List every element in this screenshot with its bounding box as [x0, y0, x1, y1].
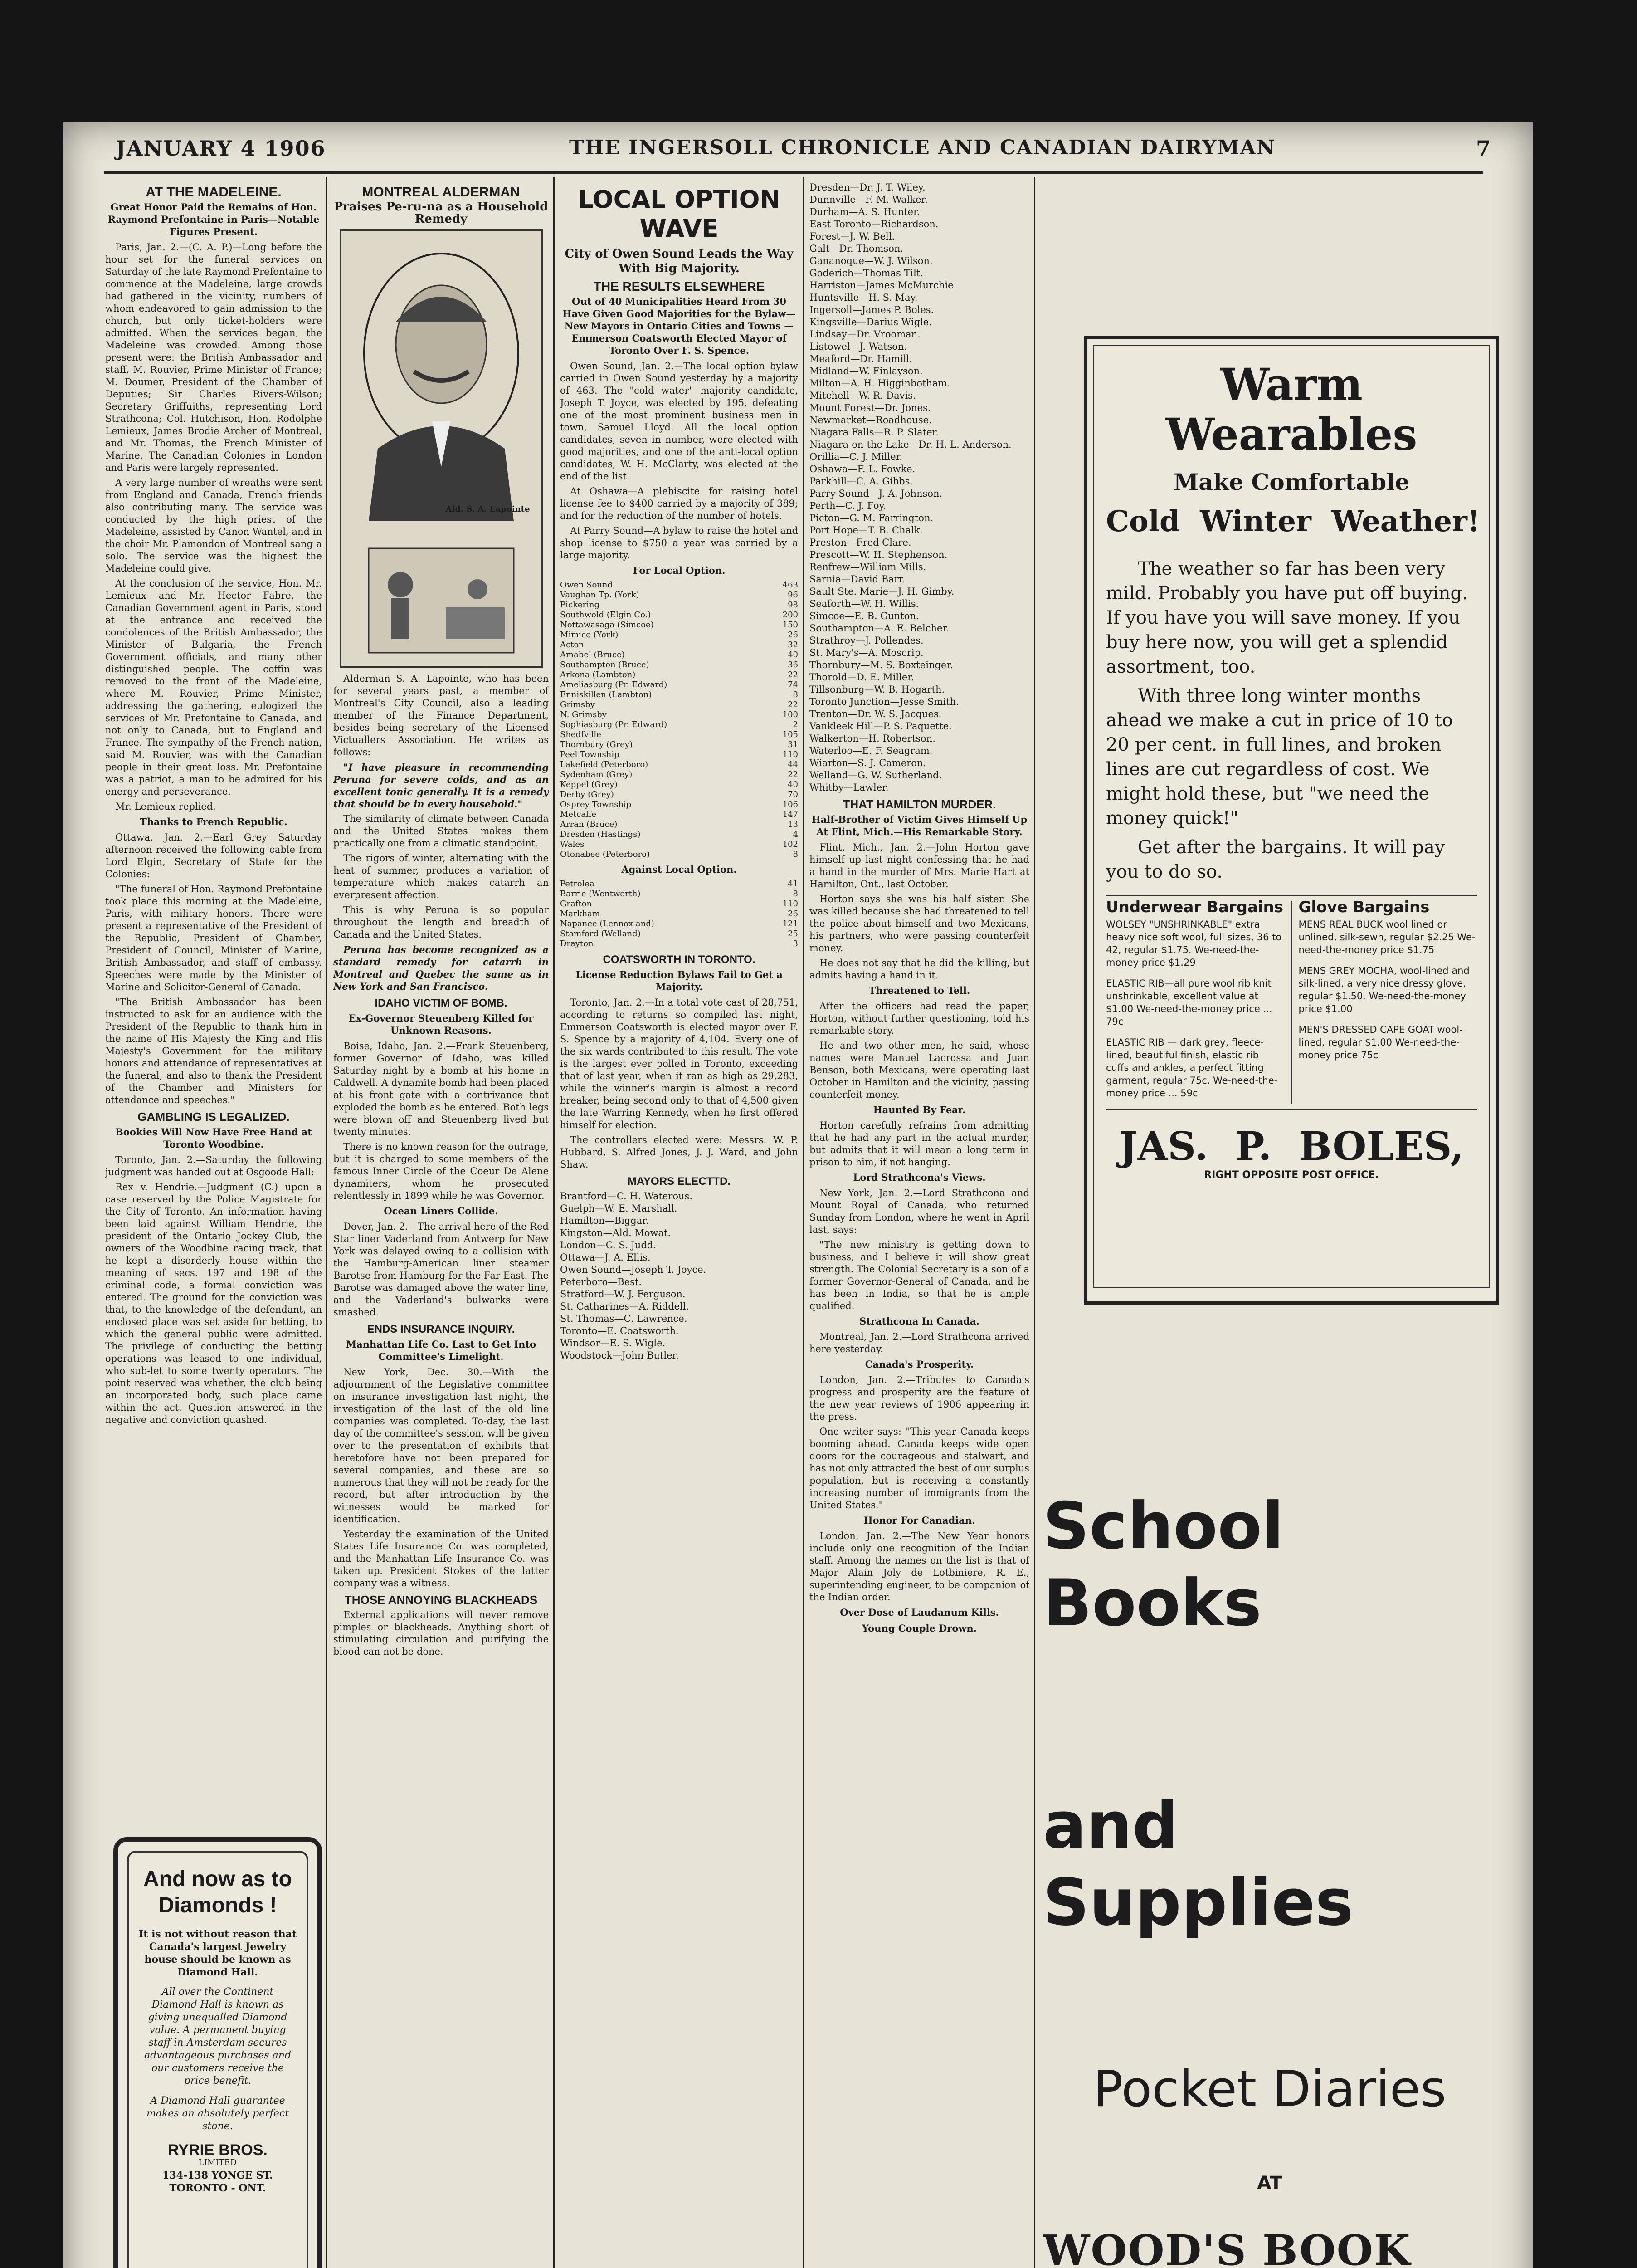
article-paragraph: Rex v. Hendrie.—Judgment (C.) upon a case reserved by the Police Magistrate for the City of Toronto. An information having been laid against William Hendrie, the president of the Ontario Jockey Club, the owners of the Woodbine racing track, that he kept a disorderly house within the meaning of secs. 197 and 198 of the criminal code, a formal conviction was entered. The ground for the conviction was that, to the knowledge of the defendant, an enclosed place was set aside for betting, to which the general public were admitted. The privilege of conducting the betting operations was leased to one individual, who sub-let to some twenty operators. The point reserved was whether, the club being an incorporated body, such place came within the act. Question answered in the negative and conviction quashed. — [105, 1182, 322, 1425]
article-subhead: Great Honor Paid the Remains of Hon. Raymond Prefontaine in Paris—Notable Figures Present. — [107, 201, 320, 237]
article-paragraph: Horton carefully refrains from admitting that he had any part in the actual murder, but admits that it will mean a long term in prison to him, if not hanging. — [809, 1120, 1029, 1168]
list-item: Midland—W. Finlayson. — [809, 366, 923, 376]
article-paragraph: At Oshawa—A plebiscite for raising hotel license fee to $400 carried by a majority of 389; and for the reduction of the number of hotels. — [560, 486, 798, 521]
majority-cell: 25 — [788, 929, 798, 938]
municipality-cell: Lakefield (Peterboro) — [560, 760, 648, 769]
article-paragraph: The similarity of climate between Canada and the United States makes them practically one from a climatic standpoint. — [333, 813, 549, 849]
section-subhead: Young Couple Drown. — [862, 1623, 977, 1634]
table-row — [560, 840, 798, 850]
list-item: Woodstock—John Butler. — [560, 1350, 679, 1361]
list-item: Harriston—James McMurchie. — [809, 280, 957, 291]
store-address: RIGHT OPPOSITE POST OFFICE. — [1204, 1169, 1379, 1181]
page-number: 7 — [1476, 136, 1492, 161]
table-row — [560, 800, 798, 810]
diamonds-text: It is not without reason that Canada's largest Jewelry house should be known as Diamond Hall. — [138, 1928, 297, 1978]
results-table — [560, 879, 798, 949]
majority-cell: 31 — [788, 740, 798, 749]
list-item: Windsor—E. S. Wigle. — [560, 1338, 666, 1349]
article-paragraph: The controllers elected were: Messrs. W. P. Hubbard, S. Alfred Jones, J. J. Ward, and John Shaw. — [560, 1134, 798, 1170]
section-subhead: Strathcona In Canada. — [859, 1315, 979, 1327]
municipality-cell: Grafton — [560, 899, 592, 909]
article-headline: THAT HAMILTON MURDER. — [843, 797, 996, 811]
article-headline: MAYORS ELECTTD. — [627, 1175, 731, 1188]
bargain-item: ELASTIC RIB — dark grey, fleece-lined, beautiful finish, elastic rib cuffs and ankles, a perfect fitting garment, regular 75c. We-need-the-money price ... 59c — [1106, 1037, 1278, 1099]
table-row — [560, 640, 798, 650]
municipality-cell: Ameliasburg (Pr. Edward) — [560, 680, 667, 689]
diamonds-text: A Diamond Hall guarantee makes an absolutely perfect stone. — [146, 2095, 289, 2132]
table-row — [560, 909, 798, 919]
list-item: Picton—G. M. Farrington. — [809, 513, 934, 523]
list-item: Tillsonburg—W. B. Hogarth. — [809, 684, 945, 695]
municipality-cell: Thornbury (Grey) — [560, 740, 633, 749]
municipality-cell: Arkona (Lambton) — [560, 670, 636, 679]
article-headline: AT THE MADELEINE. — [146, 185, 282, 200]
majority-cell: 100 — [782, 710, 798, 719]
list-item: Owen Sound—Joseph T. Joyce. — [560, 1264, 706, 1275]
majority-cell: 110 — [782, 899, 798, 909]
list-item: Welland—G. W. Sutherland. — [809, 770, 942, 781]
column-3 — [560, 181, 798, 2268]
article-paragraph: Alderman S. A. Lapointe, who has been for several years past, a member of Montreal's City Council, also a leading member of the Finance Department, besides being secretary of the Licensed Victuallers Association. He writes as follows: — [333, 673, 549, 758]
section-subhead: Canada's Prosperity. — [865, 1359, 974, 1370]
municipality-cell: Mimico (York) — [560, 630, 619, 640]
diamonds-text: All over the Continent Diamond Hall is known as giving unequalled Diamond value. A permanent buying staff in Amsterdam secures advantageous purchases and our customers receive the price benefit. — [144, 1986, 291, 2087]
list-item: Kingston—Ald. Mowat. — [560, 1227, 671, 1238]
article-subhead: Bookies Will Now Have Free Hand at Toronto Woodbine. — [115, 1126, 312, 1150]
majority-cell: 8 — [793, 690, 798, 699]
table-row — [560, 929, 798, 939]
column-rule — [326, 177, 327, 2268]
list-item: Niagara-on-the-Lake—Dr. H. L. Anderson. — [809, 439, 1012, 450]
list-item: Thorold—D. E. Miller. — [809, 672, 914, 683]
section-subhead: Threatened to Tell. — [868, 985, 970, 996]
article-headline: THOSE ANNOYING BLACKHEADS — [344, 1593, 538, 1607]
majority-cell: 150 — [782, 620, 798, 630]
list-item: Dunnville—F. M. Walker. — [809, 194, 928, 205]
municipality-cell: Otonabee (Peterboro) — [560, 850, 650, 859]
municipality-cell: Osprey Township — [560, 800, 632, 809]
list-item: Lindsay—Dr. Vrooman. — [809, 329, 921, 340]
diamonds-title: And now as to Diamonds ! — [143, 1867, 292, 1917]
table-row — [560, 590, 798, 600]
table-row — [560, 820, 798, 830]
diamonds-city: TORONTO - ONT. — [169, 2182, 266, 2194]
section-subhead: Haunted By Fear. — [873, 1104, 966, 1115]
table-row — [560, 780, 798, 790]
list-item: Milton—A. H. Higginbotham. — [809, 378, 950, 389]
table-row — [560, 580, 798, 590]
list-item: Port Hope—T. B. Chalk. — [809, 525, 923, 536]
table-row — [560, 730, 798, 740]
table-row — [560, 750, 798, 760]
mayors-list — [809, 181, 1029, 794]
article-paragraph: Boise, Idaho, Jan. 2.—Frank Steuenberg, former Governor of Idaho, was killed Saturday night by a bomb at his home in Caldwell. A dynamite bomb had been placed at his front gate with a contrivance that exploded the bomb as he entered. Both legs were blown off and Steuenberg lived but twenty minutes. — [333, 1041, 549, 1137]
article-paragraph: New York, Dec. 30.—With the adjournment of the Legislative committee on insurance investigation last night, the investigation of the last of the old line companies was completed. To-day, the last day of the committee's session, will be given over to the presentation of exhibits that heretofore have not been prepared for several companies, and these are so numerous that they will not be ready for the record, but after introduction by the witnesses would be marked for identification. — [333, 1367, 549, 1525]
bargain-item: MENS GREY MOCHA, wool-lined and silk-lined, a very nice dressy glove, regular $1.50. We-need-the-money price $1.00 — [1298, 965, 1470, 1014]
majority-cell: 98 — [788, 600, 798, 610]
article-paragraph: Flint, Mich., Jan. 2.—John Horton gave himself up last night confessing that he had a hand in the murder of Mrs. Marie Hart at Hamilton, Ont., last October. — [809, 842, 1029, 890]
article-paragraph: One writer says: "This year Canada keeps booming ahead. Canada keeps wide open doors for the courageous and stalwart, and has not only attracted the best of our surplus population, but is receiving a constantly increasing number of immigrants from the United States." — [809, 1426, 1029, 1510]
municipality-cell: Petrolea — [560, 879, 594, 889]
list-item: Walkerton—H. Robertson. — [809, 733, 935, 744]
list-item: Sault Ste. Marie—J. H. Gimby. — [809, 586, 955, 597]
column-1 — [105, 181, 322, 1819]
majority-cell: 110 — [782, 750, 798, 759]
table-row — [560, 899, 798, 909]
table-row — [560, 680, 798, 690]
majority-cell: 2 — [793, 720, 798, 729]
list-item: Niagara Falls—R. P. Slater. — [809, 427, 939, 438]
municipality-cell: Amabel (Bruce) — [560, 650, 625, 660]
municipality-cell: Derby (Grey) — [560, 790, 614, 799]
column-rule — [553, 177, 555, 2268]
municipality-cell: Nottawasaga (Simcoe) — [560, 620, 654, 630]
article-subhead: Half-Brother of Victim Gives Himself Up At Flint, Mich.—His Remarkable Story. — [811, 814, 1028, 837]
table-heading: Against Local Option. — [621, 864, 737, 875]
list-item: Trenton—Dr. W. S. Jacques. — [809, 709, 942, 719]
list-item: St. Catharines—A. Riddell. — [560, 1301, 689, 1312]
article-headline: IDAHO VICTIM OF BOMB. — [375, 997, 507, 1009]
table-heading: For Local Option. — [633, 565, 726, 576]
section-subhead: Lord Strathcona's Views. — [853, 1172, 986, 1183]
majority-cell: 147 — [782, 810, 798, 819]
municipality-cell: Barrie (Wentworth) — [560, 889, 641, 899]
article-subhead: License Reduction Bylaws Fail to Get a Majority. — [575, 969, 783, 992]
portrait-engraving — [341, 231, 541, 666]
article-paragraph: "The British Ambassador has been instructed to ask for an audience with the President of the Republic to thank him in the name of His Majesty the King and His Majesty's Government for the military honors and attendance of representatives at the funeral, and also to thank the President of the Chamber and Ministers for attendance and speeches." — [105, 997, 322, 1105]
issue-date: JANUARY 4 1906 — [116, 136, 326, 161]
article-paragraph: Paris, Jan. 2.—(C. A. P.)—Long before the hour set for the funeral services on Saturday of the late Raymond Prefontaine to commence at the Madeleine, large crowds had gathered in the vicinity, numbers of whom endeavored to gain admission to the church, but only ticket-holders were admitted. When the services began, the Madeleine was crowded. Among those present were: the British Ambassador and staff, M. Rouvier, Prime Minister of France; M. Doumer, President of the Chamber of Deputies; Sir Charles Rivers-Wilson; Secretary Griffuiths, representing Lord Strathcona; Col. Hutchison, Hon. Rodolphe Lemieux, James Brodie Archer of Montreal, and Mr. Thomas, the French Minister of Marine. The Canadian Colonies in London and Paris were largely represented. — [105, 242, 322, 473]
list-item: Goderich—Thomas Tilt. — [809, 268, 923, 279]
boles-advertisement — [1084, 336, 1499, 1305]
majority-cell: 26 — [788, 909, 798, 919]
article-paragraph: Toronto, Jan. 2.—In a total vote cast of 28,751, according to returns so compiled last night, Emmerson Coatsworth is elected mayor over F. S. Spence by a majority of 4,104. Every one of the six wards contributed to this result. The vote is the largest ever polled in Toronto, exceeding that of last year, when it ran as high as 29,283, while the winner's margin is almost a record breaker, being second only to that of 4,500 given the late Warring Kennedy, when he first offered himself for election. — [560, 997, 798, 1130]
municipality-cell: Vaughan Tp. (York) — [560, 590, 639, 600]
diamonds-firm: RYRIE BROS. — [168, 2141, 268, 2159]
list-item: Preston—Fred Clare. — [809, 537, 911, 548]
list-item: Listowel—J. Watson. — [809, 341, 907, 352]
article-paragraph: London, Jan. 2.—Tributes to Canada's progress and prosperity are the feature of the new year reviews of 1906 appearing in the press. — [809, 1374, 1029, 1422]
diamonds-address: 134-138 YONGE ST. — [162, 2170, 273, 2181]
ad-paragraph: Get after the bargains. It will pay you to do so. — [1106, 837, 1445, 882]
table-row — [560, 670, 798, 680]
table-row — [560, 939, 798, 949]
list-item: Whitby—Lawler. — [809, 782, 889, 793]
list-item: Prescott—W. H. Stephenson. — [809, 549, 948, 560]
article-paragraph: New York, Jan. 2.—Lord Strathcona and Mount Royal of Canada, who returned Sunday from London, where he went in April last, says: — [809, 1188, 1029, 1235]
municipality-cell: Metcalfe — [560, 810, 597, 819]
majority-cell: 44 — [788, 760, 798, 769]
majority-cell: 200 — [782, 610, 798, 620]
municipality-cell: Grimsby — [560, 700, 595, 709]
list-item: Orillia—C. J. Miller. — [809, 451, 902, 462]
running-head — [43, 136, 1494, 168]
ad-line-2: Cold Winter Weather! — [1106, 504, 1480, 538]
list-item: Thornbury—M. S. Boxteinger. — [809, 660, 953, 670]
article-paragraph: External applications will never remove pimples or blackheads. Anything short of stimulating circulation and purifying the blood can not be done. — [333, 1609, 549, 1657]
list-item: Meaford—Dr. Hamill. — [809, 353, 912, 364]
article-paragraph: At the conclusion of the service, Hon. Mr. Lemieux and Mr. Hector Fabre, the Canadian Government agent in Paris, stood at the entrance and received the condolences of the British Ambassador, the Minister of Bulgaria, the French Government officials, and many other distinguished people. The coffin was removed to the front of the Madeleine, where M. Rouvier, Prime Minister, addressing the gathering, eulogized the services of Mr. Prefontaine to Canada, and not only to Canada, but to England and France. The sympathy of the French nation, said M. Rouvier, was with the Canadian people in their great loss. Mr. Prefontaine was a patriot, a man to be admired for his energy and perseverance. — [105, 578, 322, 797]
article-paragraph: "The new ministry is getting down to business, and I believe it will show great strength. The Colonial Secretary is a son of a former Governor-General of Canada, and he has been in India, so that he is ample qualified. — [809, 1239, 1029, 1311]
article-headline: ENDS INSURANCE INQUIRY. — [367, 1323, 515, 1335]
ad-line: Make Comfortable — [1173, 469, 1410, 495]
bargain-item: ELASTIC RIB—all pure wool rib knit unshrinkable, excellent value at $1.00 We-need-the-money price ... 79c — [1106, 978, 1272, 1027]
table-row — [560, 879, 798, 889]
article-paragraph: Horton says she was his half sister. She was killed because she had threatened to tell the police about himself and two Mexicans, his partners, who were passing counterfeit money. — [809, 894, 1029, 953]
article-paragraph: There is no known reason for the outrage, but it is charged to some members of the famous Inner Circle of the Coeur De Alene dynamiters, whom he prosecuted relentlessly in 1899 while he was Governor. — [333, 1141, 549, 1201]
list-item: Peterboro—Best. — [560, 1276, 642, 1287]
column-rule — [803, 177, 804, 2268]
majority-cell: 22 — [788, 770, 798, 779]
majority-cell: 3 — [793, 939, 798, 948]
municipality-cell: Southampton (Bruce) — [560, 660, 649, 670]
ad-title-warm: Warm — [1220, 359, 1363, 410]
article-subhead: Ex-Governor Steuenberg Killed for Unknown Reasons. — [348, 1012, 534, 1036]
table-row — [560, 620, 798, 630]
head-rule — [104, 171, 1483, 174]
section-subhead: Thanks to French Republic. — [140, 816, 287, 827]
list-item: East Toronto—Richardson. — [809, 219, 939, 230]
list-item: Parkhill—C. A. Gibbs. — [809, 476, 913, 487]
majority-cell: 40 — [788, 650, 798, 660]
list-item: Waterloo—E. F. Seagram. — [809, 745, 933, 756]
list-item: Newmarket—Roadhouse. — [809, 415, 932, 425]
table-row — [560, 610, 798, 620]
table-row — [560, 710, 798, 720]
municipality-cell: Stamford (Welland) — [560, 929, 641, 938]
list-item: Guelph—W. E. Marshall. — [560, 1203, 677, 1214]
list-item: St. Mary's—A. Moscrip. — [809, 647, 924, 658]
table-row — [560, 740, 798, 750]
majority-cell: 102 — [782, 840, 798, 849]
table-row — [560, 690, 798, 700]
municipality-cell: Owen Sound — [560, 580, 613, 590]
results-table — [560, 580, 798, 860]
article-subhead: Praises Pe-ru-na as a Household Remedy — [334, 200, 548, 226]
ad-supplies: and Supplies — [1043, 1788, 1354, 1940]
list-item: Ottawa—J. A. Ellis. — [560, 1252, 651, 1263]
table-row — [560, 790, 798, 800]
bargain-item: MENS REAL BUCK wool lined or unlined, silk-sewn, regular $2.25 We-need-the-money price $1.75 — [1298, 919, 1476, 955]
portrait-caption: Ald. S. A. Lapointe — [445, 504, 530, 514]
majority-cell: 121 — [782, 919, 798, 929]
article-paragraph: London, Jan. 2.—The New Year honors include only one recognition of the Indian staff. Among the names on the list is that of Major Alain Joly de Lotbiniere, R. E., superintending engineer, to be companion of the Indian order. — [809, 1530, 1029, 1603]
municipality-cell: Peel Township — [560, 750, 619, 759]
majority-cell: 32 — [788, 640, 798, 650]
list-item: Toronto Junction—Jesse Smith. — [809, 696, 959, 707]
column-4 — [809, 181, 1029, 2268]
section-subhead: Over Dose of Laudanum Kills. — [840, 1607, 999, 1618]
majority-cell: 70 — [788, 790, 798, 799]
article-subhead: Manhattan Life Co. Last to Get Into Committee's Limelight. — [346, 1339, 536, 1362]
municipality-cell: Markham — [560, 909, 600, 919]
ad-paragraph: With three long winter months ahead we make a cut in price of 10 to 20 per cent. in full lines, and broken lines are cut regardless of cost. We might hold these, but "we need the money quick!" — [1106, 685, 1453, 829]
article-subhead: Out of 40 Municipalities Heard From 30 Have Given Good Majorities for the Bylaw—New Mayors in Ontario Cities and Towns — Emmerson Coatsworth Elected Mayor of Toronto Over F. S. Spence. — [562, 296, 796, 356]
municipality-cell: Sydenham (Grey) — [560, 770, 633, 779]
table-row — [560, 830, 798, 840]
portrait-illustration — [340, 229, 543, 668]
table-row — [560, 600, 798, 610]
article-paragraph: He and two other men, he said, whose names were Manuel Lacrossa and Juan Benson, both Mexicans, were operating last October in Hamilton and the vicinity, passing counterfeit money. — [809, 1040, 1029, 1100]
municipality-cell: N. Grimsby — [560, 710, 607, 719]
majority-cell: 105 — [782, 730, 798, 739]
mayors-list — [560, 1190, 798, 1362]
article-paragraph: Toronto, Jan. 2.—Saturday the following judgment was handed out at Osgoode Hall: — [105, 1154, 322, 1178]
article-paragraph: This is why Peruna is so popular throughout the length and breadth of Canada and the United States. — [333, 904, 549, 940]
list-item: Huntsville—H. S. May. — [809, 292, 918, 303]
article-paragraph: Mr. Lemieux replied. — [115, 801, 216, 812]
diamonds-advertisement — [113, 1837, 322, 2268]
municipality-cell: Southwold (Elgin Co.) — [560, 610, 651, 620]
column-2 — [333, 181, 549, 2268]
majority-cell: 40 — [788, 780, 798, 789]
article-paragraph: Peruna has become recognized as a standard remedy for catarrh in Montreal and Quebec the same as in New York and San Francisco. — [333, 944, 549, 992]
municipality-cell: Arran (Bruce) — [560, 820, 618, 829]
list-item: Dresden—Dr. J. T. Wiley. — [809, 182, 926, 193]
article-headline: COATSWORTH IN TORONTO. — [603, 953, 755, 966]
bargain-item: WOLSEY "UNSHRINKABLE" extra heavy nice soft wool, full sizes, 36 to 42, regular $1.75. We-need-the-money price $1.29 — [1106, 919, 1282, 968]
article-headline: GAMBLING IS LEGALIZED. — [137, 1110, 290, 1124]
list-item: Perth—C. J. Foy. — [809, 500, 887, 511]
store-name: JAS. P. BOLES, — [1119, 1124, 1464, 1169]
newspaper-title: THE INGERSOLL CHRONICLE AND CANADIAN DAIRYMAN — [569, 136, 1276, 159]
list-item: Ingersoll—James P. Boles. — [809, 304, 934, 315]
table-row — [560, 660, 798, 670]
article-subhead: City of Owen Sound Leads the Way With Big Majority. — [565, 247, 794, 275]
article-paragraph: A very large number of wreaths were sent from England and Canada, French friends also contributing many. The service was conducted by the high priest of the Madeleine, assisted by Canon Wantel, and in the choir Mr. Plamondon of Montreal sang a solo. The service was the highest the Madeleine could give. — [105, 477, 322, 574]
ad-title-wearables: Wearables — [1165, 409, 1418, 460]
bargain-item: MEN'S DRESSED CAPE GOAT wool-lined, regular $1.00 We-need-the-money price 75c — [1298, 1024, 1463, 1061]
article-headline: THE RESULTS ELSEWHERE — [593, 279, 765, 293]
list-item: Oshawa—F. L. Fowke. — [809, 464, 916, 474]
section-subhead: Honor For Canadian. — [863, 1515, 975, 1526]
ad-school-books: School Books — [1043, 1489, 1284, 1641]
article-quote: "I have pleasure in recommending Peruna for severe colds, and as an excellent tonic generally. It is a remedy that should be in every household." — [333, 762, 549, 810]
majority-cell: 26 — [788, 630, 798, 640]
table-row — [560, 810, 798, 820]
article-paragraph: Montreal, Jan. 2.—Lord Strathcona arrived here yesterday. — [809, 1331, 1029, 1354]
majority-cell: 463 — [782, 580, 798, 590]
municipality-cell: Keppel (Grey) — [560, 780, 618, 789]
list-item: Sarnia—David Barr. — [809, 574, 906, 585]
list-item: Mount Forest—Dr. Jones. — [809, 402, 931, 413]
glove-heading: Glove Bargains — [1298, 898, 1430, 916]
list-item: Toronto—E. Coatsworth. — [560, 1325, 679, 1336]
list-item: Galt—Dr. Thomson. — [809, 243, 904, 254]
majority-cell: 22 — [788, 700, 798, 709]
majority-cell: 74 — [788, 680, 798, 689]
table-row — [560, 720, 798, 730]
article-paragraph: Dover, Jan. 2.—The arrival here of the Red Star liner Vaderland from Antwerp for New York was delayed owing to a collision with the Hamburg-American liner steamer Barotse from Hamburg for the Far East. The Barotse was damaged above the water line, and the Vaderland's bulwarks were smashed. — [333, 1221, 549, 1318]
table-row — [560, 919, 798, 929]
list-item: Seaforth—W. H. Willis. — [809, 598, 919, 609]
municipality-cell: Shedfville — [560, 730, 601, 739]
majority-cell: 36 — [788, 660, 798, 670]
list-item: Vankleek Hill—P. S. Paquette. — [809, 721, 952, 732]
list-item: St. Thomas—C. Lawrence. — [560, 1313, 687, 1324]
majority-cell: 22 — [788, 670, 798, 679]
list-item: Brantford—C. H. Waterous. — [560, 1191, 692, 1202]
list-item: Simcoe—E. B. Gunton. — [809, 611, 919, 621]
municipality-cell: Enniskillen (Lambton) — [560, 690, 652, 699]
table-row — [560, 650, 798, 660]
municipality-cell: Dresden (Hastings) — [560, 830, 641, 839]
municipality-cell: Drayton — [560, 939, 594, 948]
majority-cell: 8 — [793, 850, 798, 859]
ad-at: AT — [1257, 2173, 1282, 2194]
municipality-cell: Sophiasburg (Pr. Edward) — [560, 720, 667, 729]
article-headline: LOCAL OPTION WAVE — [578, 185, 780, 243]
column-rule — [1034, 177, 1035, 2268]
section-subhead: Ocean Liners Collide. — [384, 1205, 498, 1217]
municipality-cell: Pickering — [560, 600, 599, 610]
majority-cell: 8 — [793, 889, 798, 899]
municipality-cell: Acton — [560, 640, 584, 650]
table-row — [560, 889, 798, 899]
municipality-cell: Napanee (Lennox and) — [560, 919, 654, 929]
article-paragraph: Ottawa, Jan. 2.—Earl Grey Saturday afternoon received the following cable from Lord Elgin, Secretary of State for the Colonies: — [105, 832, 322, 880]
table-row — [560, 630, 798, 640]
list-item: Parry Sound—J. A. Johnson. — [809, 488, 943, 499]
article-paragraph: After the officers had read the paper, Horton, without further questioning, told his remarkable story. — [809, 1001, 1029, 1036]
ad-paragraph: The weather so far has been very mild. Probably you have put off buying. If you have you will save money. If you buy here now, you will get a splendid assortment, too. — [1106, 558, 1468, 677]
list-item: Stratford—W. J. Ferguson. — [560, 1289, 686, 1300]
diamonds-firm-suffix: LIMITED — [198, 2158, 237, 2167]
article-paragraph: "The funeral of Hon. Raymond Prefontaine took place this morning at the Madeleine, Paris, with military honors. There were present a representative of the President of the Republic, President of Chamber, President of Council, Minister of Marine, British Ambassador, and staff of embassy. Speeches were made by the Minister of Marine and Solicitor-General of Canada. — [105, 884, 322, 992]
list-item: Strathroy—J. Pollendes. — [809, 635, 924, 646]
list-item: Hamilton—Biggar. — [560, 1215, 649, 1226]
bookstore-name: WOOD'S BOOK — [1043, 2226, 1411, 2268]
municipality-cell: Wales — [560, 840, 585, 849]
majority-cell: 41 — [788, 879, 798, 889]
table-row — [560, 700, 798, 710]
majority-cell: 13 — [788, 820, 798, 829]
majority-cell: 4 — [793, 830, 798, 839]
article-paragraph: The rigors of winter, alternating with the heat of summer, produces a variation of temperature which makes catarrh an everpresent affection. — [333, 853, 549, 900]
table-row — [560, 760, 798, 770]
article-headline: MONTREAL ALDERMAN — [362, 185, 520, 200]
list-item: Kingsville—Darius Wigle. — [809, 317, 932, 327]
list-item: Gananoque—W. J. Wilson. — [809, 255, 933, 266]
bookstore-advertisement — [1043, 1488, 1496, 2268]
list-item: Southampton—A. E. Belcher. — [809, 623, 949, 634]
table-row — [560, 850, 798, 860]
list-item: Wiarton—S. J. Cameron. — [809, 758, 926, 768]
ad-pocket-diaries: Pocket Diaries — [1093, 2060, 1447, 2118]
underwear-heading: Underwear Bargains — [1106, 898, 1283, 916]
list-item: Durham—A. S. Hunter. — [809, 206, 920, 217]
list-item: London—C. S. Judd. — [560, 1240, 656, 1251]
table-row — [560, 770, 798, 780]
majority-cell: 106 — [782, 800, 798, 809]
list-item: Mitchell—W. R. Davis. — [809, 390, 916, 401]
article-paragraph: At Parry Sound—A bylaw to raise the hotel and shop license to $750 a year was carried by a large majority. — [560, 525, 798, 561]
majority-cell: 96 — [788, 590, 798, 600]
article-paragraph: Yesterday the examination of the United States Life Insurance Co. was completed, and the Manhattan Life Insurance Co. was taken up. President Stokes of the latter company was a witness. — [333, 1529, 549, 1589]
article-paragraph: Owen Sound, Jan. 2.—The local option bylaw carried in Owen Sound yesterday by a majority of 463. The "cold water" majority candidate, Joseph T. Joyce, was elected by 195, defeating one of the most prominent business men in town, Samuel Lloyd. All the local option candidates, seven in number, were elected with good majorities, and one of the anti-local option candidates, W. H. McClarty, was elected at the end of the list. — [560, 361, 798, 482]
list-item: Renfrew—William Mills. — [809, 562, 926, 572]
list-item: Forest—J. W. Bell. — [809, 231, 895, 242]
article-paragraph: He does not say that he did the killing, but admits having a hand in it. — [809, 958, 1029, 981]
